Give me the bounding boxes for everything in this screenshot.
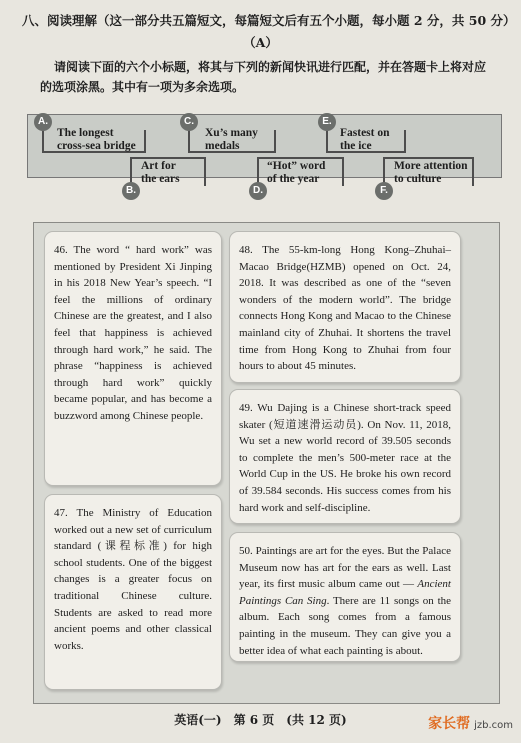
option-c-line-1: Xu’s many bbox=[205, 127, 258, 139]
option-a-line-2: cross-sea bridge bbox=[57, 140, 136, 152]
option-a-line-1: The longest bbox=[57, 127, 114, 139]
watermark-brand: 家长帮 bbox=[428, 716, 471, 732]
option-f-line-1: More attention bbox=[394, 160, 468, 172]
album-title: Ancient Paintings Can Sing bbox=[239, 578, 451, 607]
option-a-badge: A. bbox=[34, 113, 52, 131]
instructions-line-2: 的选项涂黑。其中有一项为多余选项。 bbox=[40, 80, 245, 94]
section-title: 八、阅读理解（这一部分共五篇短文，每篇短文后有五个小题，每小题 2 分，共 50 分） bbox=[22, 13, 516, 28]
option-f bbox=[394, 160, 468, 186]
passage-50-text-start: 50. Paintings are art for the eyes. But the Palace Museum now has art for the ears as well. Last year, its first music album came out — bbox=[239, 545, 451, 591]
passages-frame bbox=[33, 222, 500, 704]
option-e bbox=[340, 127, 390, 153]
page-footer: 英语(一) 第 6 页 (共 12 页) bbox=[174, 713, 347, 727]
option-d-line-2: of the year bbox=[267, 173, 320, 185]
passage-48: 48. The 55-km-long Hong Kong–Zhuhai–Macao Bridge(HZMB) opened on Oct. 24, 2018. It was described as one of the “seven wonders of the modern world”. The bridge connects Hong Kong and Macao to the Chinese mainland city of Zhuhai. It shortens the travel time from Hong Kong to Zhuhai from four hours to about 45 minutes. bbox=[229, 231, 461, 383]
passage-50-text-end: . There are 11 songs on the album. Each song comes from a famous painting in the museum. They can give you a better idea of what each painting is about. bbox=[239, 594, 452, 657]
option-e-line-1: Fastest on bbox=[340, 127, 390, 139]
watermark-url: jzb.com bbox=[474, 720, 513, 731]
passage-50 bbox=[229, 532, 461, 662]
passage-47: 47. The Ministry of Education worked out a new set of curriculum standard (课程标准) for high school students. One of the biggest changes is a greater focus on traditional Chinese culture. Students are asked to read more ancient poems and other classical works. bbox=[44, 494, 222, 690]
passage-46: 46. The word “ hard work” was mentioned by President Xi Jinping in his 2018 New Year’s speech. “I feel the millions of ordinary Chinese are the greatest, and I also feel that happiness is achieved through hard work,” he said. The phrase “happiness is achieved through hard work” quickly became popular, and has become a buzzword among Chinese people. bbox=[44, 231, 222, 486]
option-e-line-2: the ice bbox=[340, 140, 372, 152]
option-c-line-2: medals bbox=[205, 140, 240, 152]
option-d-line-1: “Hot” word bbox=[267, 160, 326, 172]
option-c bbox=[205, 127, 258, 153]
option-b bbox=[141, 160, 180, 186]
option-d bbox=[267, 160, 325, 186]
instructions bbox=[40, 57, 495, 97]
option-e-badge: E. bbox=[318, 113, 336, 131]
part-label: （A） bbox=[243, 35, 278, 50]
option-f-line-2: to culture bbox=[394, 173, 442, 185]
option-c-badge: C. bbox=[180, 113, 198, 131]
option-d-badge: D. bbox=[249, 182, 267, 200]
watermark-logo bbox=[428, 713, 513, 733]
passage-49: 49. Wu Dajing is a Chinese short-track speed skater (短道速滑运动员). On Nov. 11, 2018, Wu set a new world record of 39.505 seconds to complete the men’s 500-meter race at the World Cup in the US. He broke his own record of 39.584 seconds. His success comes from his hard work and self-discipline. bbox=[229, 389, 461, 524]
instructions-line-1: 请阅读下面的六个小标题，将其与下列的新闻快讯进行匹配，并在答题卡上将对应 bbox=[54, 60, 487, 74]
option-a bbox=[57, 127, 136, 153]
option-b-badge: B. bbox=[122, 182, 140, 200]
option-f-badge: F. bbox=[375, 182, 393, 200]
option-b-line-2: the ears bbox=[141, 173, 180, 185]
option-diagram bbox=[27, 108, 502, 220]
option-b-line-1: Art for bbox=[141, 160, 176, 172]
